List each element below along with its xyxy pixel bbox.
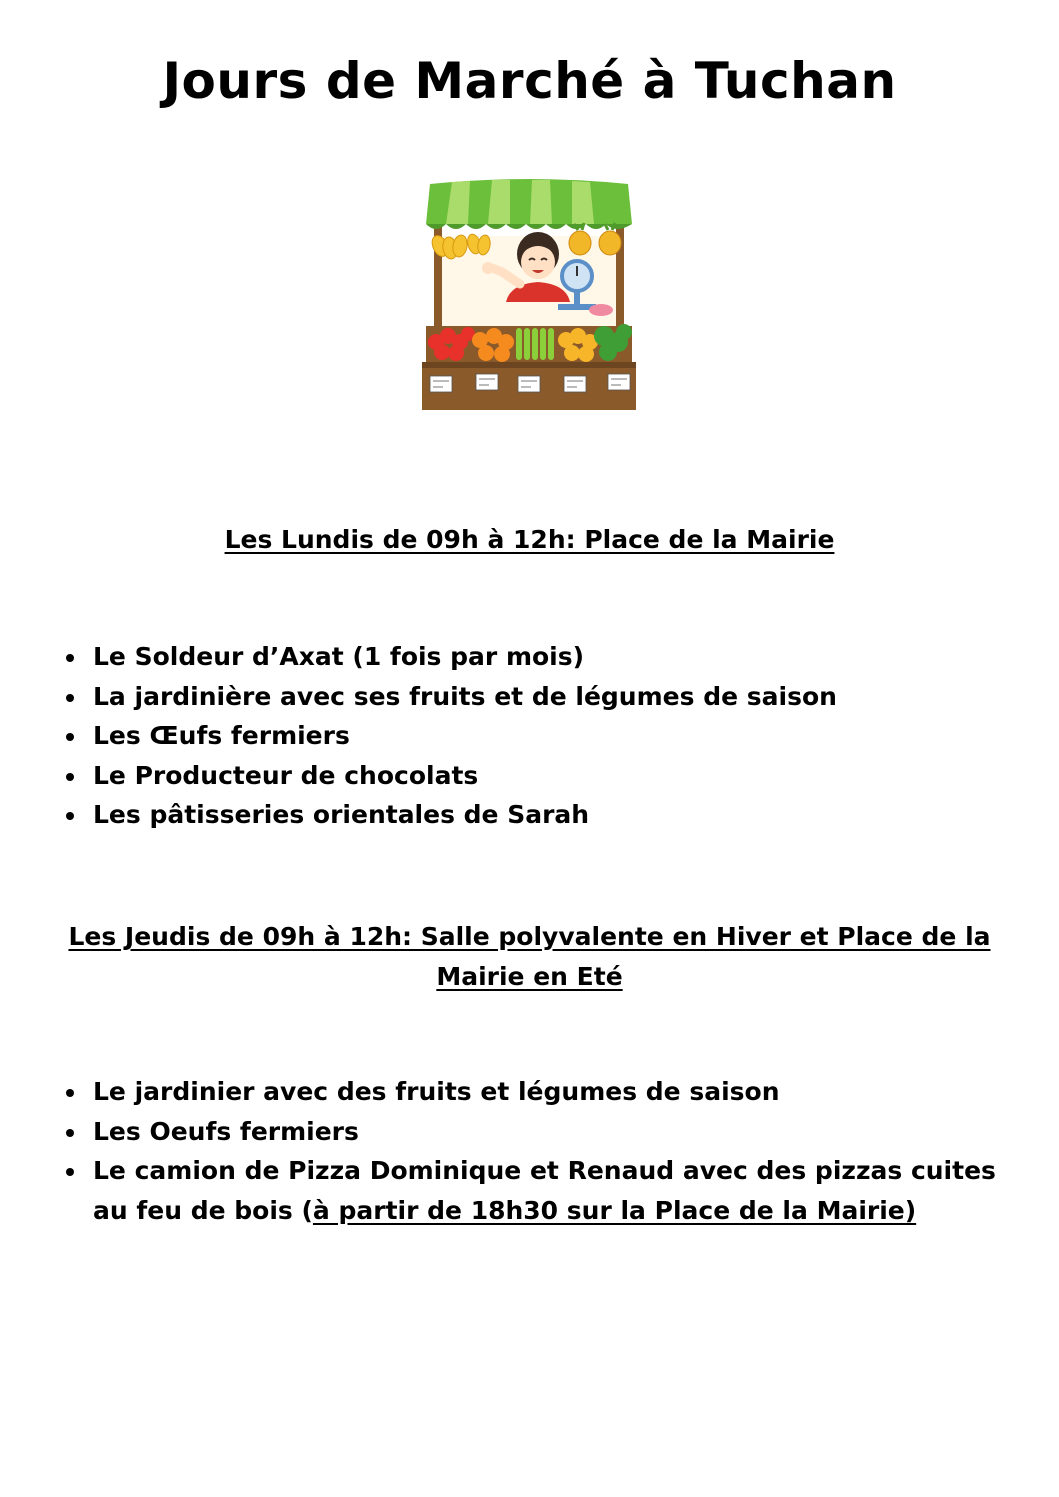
list-item: La jardinière avec ses fruits et de légumes de saison xyxy=(64,677,1024,717)
list-item: Le jardinier avec des fruits et légumes de saison xyxy=(64,1072,1024,1112)
thursday-heading xyxy=(0,917,1059,997)
pizza-item-schedule: à partir de 18h30 sur la Place de la Mairie) xyxy=(312,1195,917,1225)
pizza-item-text: Le camion de Pizza Dominique et Renaud avec des pizzas cuites au feu de bois ( xyxy=(93,1156,996,1225)
monday-heading-text: Les Lundis de 09h à 12h: Place de la Mairie xyxy=(224,525,835,554)
monday-heading xyxy=(0,520,1059,560)
page-title: Jours de Marché à Tuchan xyxy=(162,52,897,110)
list-item: Le Soldeur d’Axat (1 fois par mois) xyxy=(64,637,1024,677)
list-item-pizza xyxy=(64,1151,1024,1230)
market-stall-illustration xyxy=(418,176,640,416)
list-item: Les Oeufs fermiers xyxy=(64,1112,1024,1152)
thursday-heading-line2: Mairie en Eté xyxy=(436,962,623,991)
thursday-vendor-list xyxy=(64,1072,1024,1230)
thursday-heading-line1: Les Jeudis de 09h à 12h: Salle polyvalente en Hiver et Place de la xyxy=(68,922,991,951)
list-item: Les Œufs fermiers xyxy=(64,716,1024,756)
list-item: Le Producteur de chocolats xyxy=(64,756,1024,796)
list-item: Les pâtisseries orientales de Sarah xyxy=(64,795,1024,835)
monday-vendor-list xyxy=(64,637,1024,835)
